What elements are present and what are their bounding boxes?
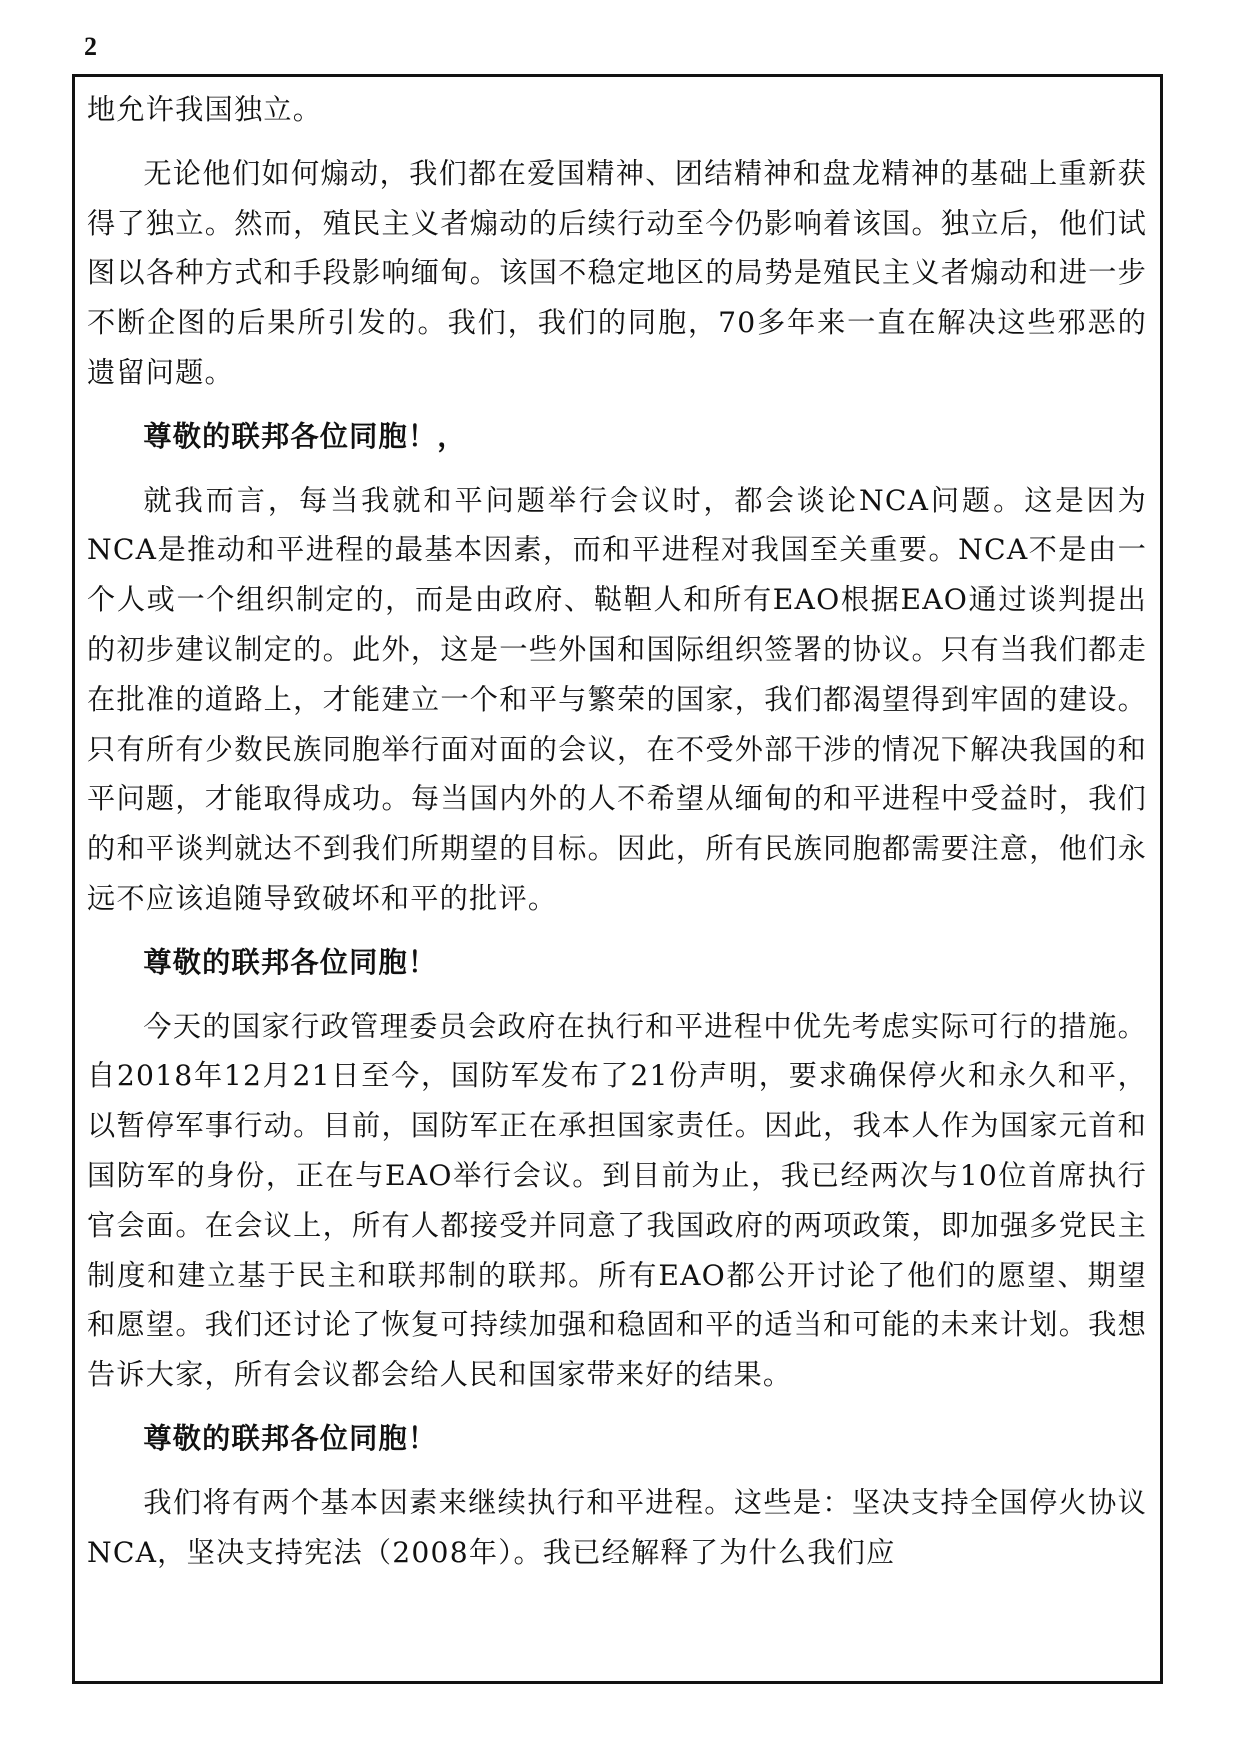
text-frame: [72, 74, 1163, 1684]
salutation-heading: 尊敬的联邦各位同胞！: [143, 1421, 438, 1455]
salutation-heading: 尊敬的联邦各位同胞！，: [143, 419, 467, 453]
paragraph: 无论他们如何煽动，我们都在爱国精神、团结精神和盘龙精神的基础上重新获得了独立。然而，殖民主义者煽动的后续行动至今仍影响着该国。独立后，他们试图以各种方式和手段影响缅甸。该国不稳定地区的局势是殖民主义者煽动和进一步不断企图的后果所引发的。我们，我们的同胞，70多年来一直在解决这些邪恶的遗留问题。: [87, 156, 1147, 389]
page-number: 2: [84, 32, 97, 61]
paragraph: 今天的国家行政管理委员会政府在执行和平进程中优先考虑实际可行的措施。自2018年12月21日至今，国防军发布了21份声明，要求确保停火和永久和平，以暂停军事行动。目前，国防军正在承担国家责任。因此，我本人作为国家元首和国防军的身份，正在与EAO举行会议。到目前为止，我已经两次与10位首席执行官会面。在会议上，所有人都接受并同意了我国政府的两项政策，即加强多党民主制度和建立基于民主和联邦制的联邦。所有EAO都公开讨论了他们的愿望、期望和愿望。我们还讨论了恢复可持续加强和稳固和平的适当和可能的未来计划。我想告诉大家，所有会议都会给人民和国家带来好的结果。: [87, 1009, 1147, 1392]
paragraph: 我们将有两个基本因素来继续执行和平进程。这些是：坚决支持全国停火协议NCA，坚决支持宪法（2008年）。我已经解释了为什么我们应: [87, 1485, 1147, 1569]
paragraph-continuation: 地允许我国独立。: [87, 93, 323, 126]
paragraph: 就我而言，每当我就和平问题举行会议时，都会谈论NCA问题。这是因为NCA是推动和平进程的最基本因素，而和平进程对我国至关重要。NCA不是由一个人或一个组织制定的，而是由政府、鞑靼人和所有EAO根据EAO通过谈判提出的初步建议制定的。此外，这是一些外国和国际组织签署的协议。只有当我们都走在批准的道路上，才能建立一个和平与繁荣的国家，我们都渴望得到牢固的建设。只有所有少数民族同胞举行面对面的会议，在不受外部干涉的情况下解决我国的和平问题，才能取得成功。每当国内外的人不希望从缅甸的和平进程中受益时，我们的和平谈判就达不到我们所期望的目标。因此，所有民族同胞都需要注意，他们永远不应该追随导致破坏和平的批评。: [87, 483, 1147, 915]
salutation-heading: 尊敬的联邦各位同胞！: [143, 945, 438, 979]
document-body: [87, 85, 1147, 1591]
